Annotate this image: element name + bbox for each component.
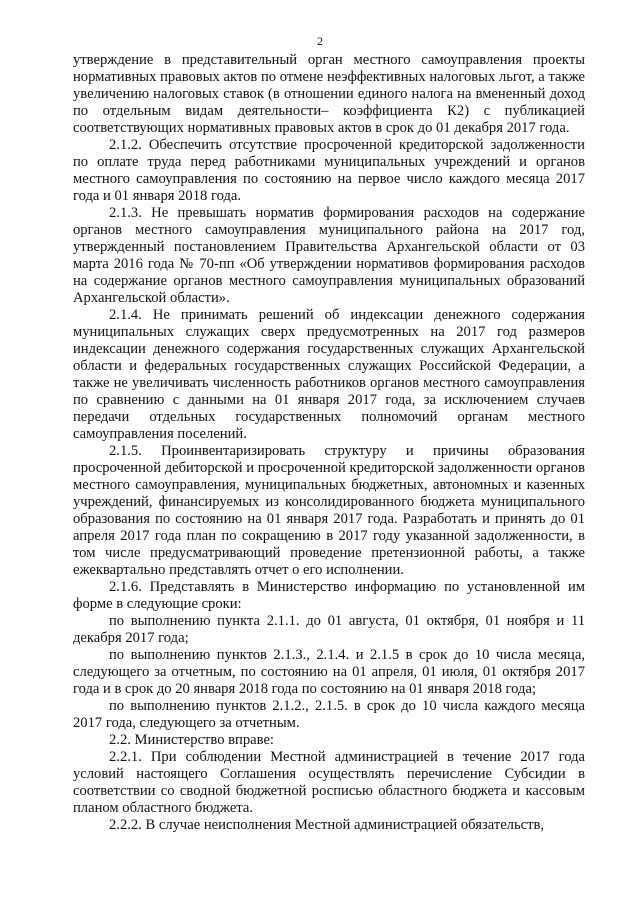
paragraph-2-1-2: 2.1.2. Обеспечить отсутствие просроченной кредиторской задолженности по оплате труда перед работниками муниципальных учреждений и органов местного самоуправления по состоянию на первое число каждого месяца 2017 года и 01 января 2018 года. bbox=[73, 137, 585, 204]
paragraph-continuation: утверждение в представительный орган местного самоуправления проекты нормативных правовых актов по отмене неэффективных налоговых льгот, а также увеличению налоговых ставок (в отношении единого налога на вмененный доход по отдельным видам деятельности– коэффициента К2) с публикацией соответствующих нормативных правовых актов в срок до 01 декабря 2017 года. bbox=[73, 52, 585, 136]
page-number: 2 bbox=[317, 34, 323, 48]
paragraph-deadline-2-1-3-to-5: по выполнению пунктов 2.1.3., 2.1.4. и 2.1.5 в срок до 10 числа месяца, следующего за отчетным, по состоянию на 01 апреля, 01 июля, 01 октября 2017 года и в срок до 20 января 2018 года по состоянию на 01 января 2018 года; bbox=[73, 647, 585, 697]
paragraph-2-1-6: 2.1.6. Представлять в Министерство информацию по установленной им форме в следующие сроки: bbox=[73, 579, 585, 612]
paragraph-2-1-4: 2.1.4. Не принимать решений об индексации денежного содержания муниципальных служащих сверх предусмотренных на 2017 год размеров индексации денежного содержания государственных служащих Архангельской области и федеральных государственных служащих Российской Федерации, а также не увеличивать численность работников органов местного самоуправления по сравнению с данными на 01 января 2017 года, за исключением случаев передачи отдельных государственных полномочий органам местного самоуправления поселений. bbox=[73, 307, 585, 442]
paragraph-deadline-2-1-2-and-5: по выполнению пунктов 2.1.2., 2.1.5. в срок до 10 числа каждого месяца 2017 года, следующего за отчетным. bbox=[73, 698, 585, 731]
paragraph-2-2-1: 2.2.1. При соблюдении Местной администрацией в течение 2017 года условий настоящего Соглашения осуществлять перечисление Субсидии в соответствии со сводной бюджетной росписью областного бюджета и кассовым планом областного бюджета. bbox=[73, 749, 585, 816]
document-body bbox=[73, 52, 585, 834]
paragraph-2-2-2: 2.2.2. В случае неисполнения Местной администрацией обязательств, bbox=[109, 817, 545, 833]
paragraph-deadline-2-1-1: по выполнению пункта 2.1.1. до 01 августа, 01 октября, 01 ноября и 11 декабря 2017 года; bbox=[73, 613, 585, 646]
paragraph-2-1-3: 2.1.3. Не превышать норматив формирования расходов на содержание органов местного самоуправления муниципального района на 2017 год, утвержденный постановлением Правительства Архангельской области от 03 марта 2016 года № 70-пп «Об утверждении нормативов формирования расходов на содержание органов местного самоуправления муниципальных образований Архангельской области». bbox=[73, 205, 585, 306]
paragraph-2-1-5: 2.1.5. Проинвентаризировать структуру и причины образования просроченной дебиторской и просроченной кредиторской задолженности органов местного самоуправления, муниципальных бюджетных, автономных и казенных учреждений, финансируемых из консолидированного бюджета муниципального образования по состоянию на 01 января 2017 года. Разработать и принять до 01 апреля 2017 года план по сокращению в 2017 году указанной задолженности, в том числе предусматривающий проведение претензионной работы, а также ежеквартально представлять отчет о его исполнении. bbox=[73, 443, 585, 578]
paragraph-2-2: 2.2. Министерство вправе: bbox=[109, 732, 274, 748]
